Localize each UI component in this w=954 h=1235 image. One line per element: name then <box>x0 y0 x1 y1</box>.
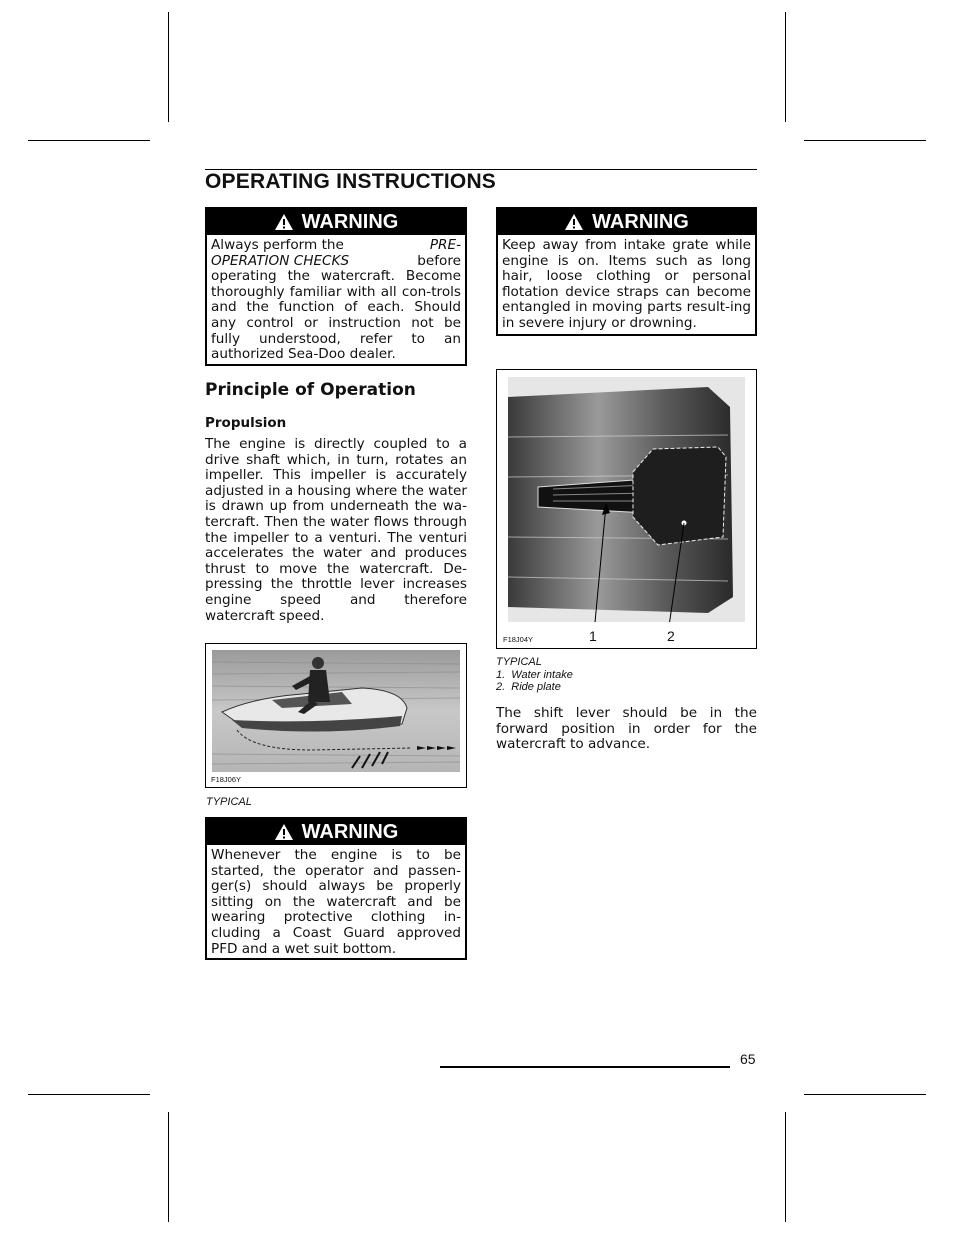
warning-triangle-icon <box>274 213 294 231</box>
warning-text-rest: operating the watercraft. Become thoroughly familiar with all con-trols and the function of each. Should any control or instruction not be fully understood, refer to an authorized Sea-Doo dealer. <box>211 268 461 363</box>
warning-text-segment: Always perform the <box>211 237 344 253</box>
warning-text <box>207 235 465 365</box>
warning-header <box>498 209 755 235</box>
page-number: 65 <box>740 1051 756 1067</box>
warning-header <box>207 819 465 845</box>
crop-mark <box>28 140 150 141</box>
figure-legend-item: 1. Water intake <box>496 669 573 681</box>
shift-lever-note: The shift lever should be in the forward position in order for the watercraft to advance. <box>496 705 757 753</box>
figure-code: F18J04Y <box>503 635 534 644</box>
watercraft-illustration <box>212 650 460 772</box>
warning-text: Whenever the engine is to be started, the operator and passen-ger(s) should always be properly sitting on the watercraft and be wearing protective clothing in-cluding a Coast Guard approved PFD and a wet suit bottom. <box>211 847 461 957</box>
emphasis-text: OPERATION CHECKS <box>211 252 350 269</box>
callout-water-intake: 1 <box>589 628 597 644</box>
crop-mark <box>785 1112 786 1222</box>
warning-triangle-icon <box>564 213 584 231</box>
warning-triangle-icon <box>274 823 294 841</box>
propulsion-paragraph: The engine is directly coupled to a drive shaft which, in turn, rotates an impeller. This impeller is accurately adjusted in a housing where the water is drawn up from underneath the wa-tercraft. Then the water flows through the impeller to a venturi. The venturi accelerates the water and produces thrust to move the watercraft. De-pressing the throttle lever increases engine speed and therefore watercraft speed. <box>205 436 467 624</box>
crop-mark <box>785 12 786 122</box>
crop-mark <box>28 1094 150 1095</box>
hull-bottom-illustration <box>508 377 745 622</box>
footer-rule <box>440 1066 730 1068</box>
warning-heading: WARNING <box>301 820 399 843</box>
section-title: OPERATING INSTRUCTIONS <box>205 170 497 193</box>
figure-hull-bottom-photo <box>496 369 757 649</box>
warning-box-preoperation <box>205 207 467 366</box>
subsection-heading: Propulsion <box>205 415 287 431</box>
figure-watercraft-photo <box>205 643 467 788</box>
warning-box-rider <box>205 817 467 960</box>
figure-caption: TYPICAL <box>496 656 542 668</box>
warning-line <box>211 238 461 254</box>
warning-heading: WARNING <box>301 210 399 233</box>
warning-text: Keep away from intake grate while engine is on. Items such as long hair, loose clothing or personal flotation device straps can become entangled in moving parts result-ing in severe injury or drowning. <box>502 237 751 331</box>
warning-box-intake <box>496 207 757 336</box>
callout-ride-plate: 2 <box>667 628 675 644</box>
figure-code: F18J06Y <box>211 775 242 784</box>
figure-caption: TYPICAL <box>206 796 252 808</box>
crop-mark <box>168 12 169 122</box>
warning-text-segment: before <box>417 252 461 269</box>
crop-mark <box>168 1112 169 1222</box>
subsection-title: Principle of Operation <box>205 380 416 400</box>
crop-mark <box>804 140 926 141</box>
warning-line <box>211 254 461 270</box>
warning-heading: WARNING <box>592 210 689 233</box>
emphasis-text: PRE- <box>429 237 461 253</box>
figure-legend-item: 2. Ride plate <box>496 681 561 693</box>
crop-mark <box>804 1094 926 1095</box>
warning-header <box>207 209 465 235</box>
